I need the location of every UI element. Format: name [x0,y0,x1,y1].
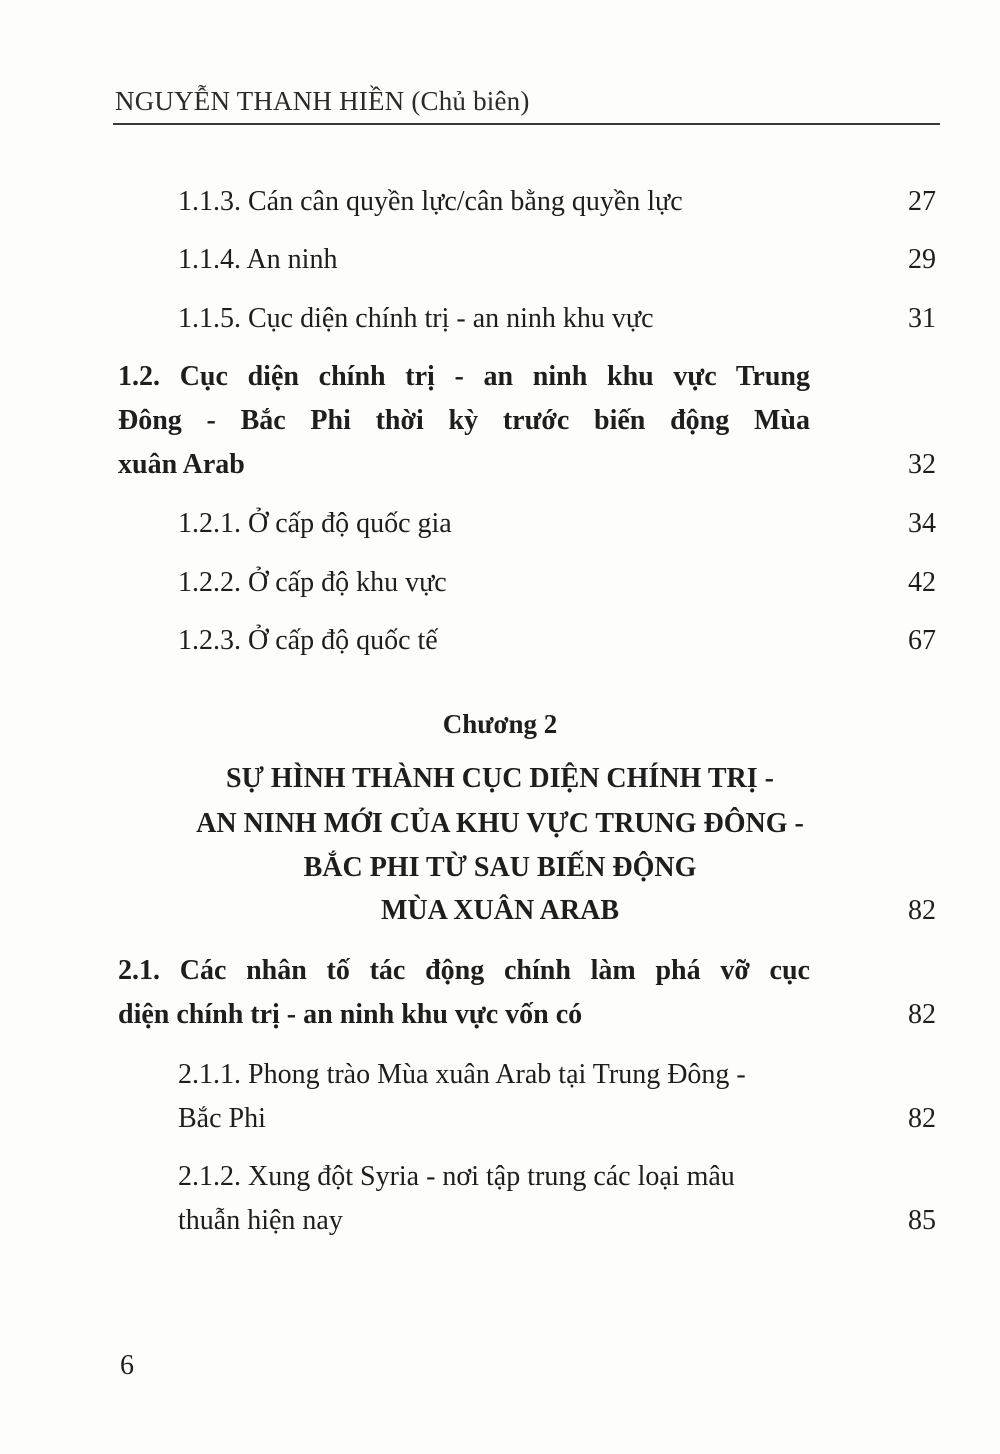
toc-page-1-1-5: 31 [908,303,936,334]
toc-page-2-1-1: 82 [908,1103,936,1134]
toc-entry-1-2-line3: xuân Arab [118,449,245,480]
toc-page-1-1-3: 27 [908,186,936,217]
toc-entry-2-1-1 [178,1053,818,1141]
toc-entry-1-2-line2: Đông - Bắc Phi thời kỳ trước biến động Mùa [118,405,810,436]
toc-entry-2-1-line1: 2.1. Các nhân tố tác động chính làm phá vỡ cục [118,955,810,986]
toc-entry-2-1-1-line2: Bắc Phi [178,1103,266,1134]
chapter-2-title-line4: MÙA XUÂN ARAB [381,895,619,926]
toc-entry-1-1-3: 1.1.3. Cán cân quyền lực/cân bằng quyền lực [178,186,683,217]
toc-entry-1-2 [118,355,810,487]
toc-entry-2-1-line2: diện chính trị - an ninh khu vực vốn có [118,999,583,1030]
header-rule [113,123,940,125]
toc-entry-1-1-4: 1.1.4. An ninh [178,244,338,275]
toc-entry-2-1-2 [178,1155,818,1243]
chapter-2-label: Chương 2 [442,709,558,739]
toc-page-1-2: 32 [908,449,936,480]
toc-entry-1-2-2: 1.2.2. Ở cấp độ khu vực [178,567,447,598]
toc-page-chapter-2: 82 [908,895,936,926]
running-header: NGUYỄN THANH HIỀN (Chủ biên) [115,86,530,116]
toc-page-1-1-4: 29 [908,244,936,275]
toc-page-1-2-2: 42 [908,567,936,598]
page-number: 6 [120,1350,134,1381]
toc-entry-2-1-2-line2: thuẫn hiện nay [178,1205,343,1236]
toc-entry-2-1 [118,949,810,1037]
toc-page-2-1-2: 85 [908,1205,936,1236]
toc-page-1-2-3: 67 [908,625,936,656]
chapter-2-title-line1: SỰ HÌNH THÀNH CỤC DIỆN CHÍNH TRỊ - [226,763,774,794]
chapter-2-title-line2: AN NINH MỚI CỦA KHU VỰC TRUNG ĐÔNG - [196,808,804,839]
chapter-2-title-line3: BẮC PHI TỪ SAU BIẾN ĐỘNG [303,852,697,883]
toc-entry-1-1-5: 1.1.5. Cục diện chính trị - an ninh khu vực [178,303,654,334]
toc-entry-1-2-1: 1.2.1. Ở cấp độ quốc gia [178,508,452,539]
toc-entry-1-2-line1: 1.2. Cục diện chính trị - an ninh khu vực Trung [118,361,810,392]
toc-page-1-2-1: 34 [908,508,936,539]
toc-entry-2-1-2-line1: 2.1.2. Xung đột Syria - nơi tập trung các loại mâu [178,1161,735,1192]
toc-entry-2-1-1-line1: 2.1.1. Phong trào Mùa xuân Arab tại Trung Đông - [178,1059,746,1090]
toc-page-2-1: 82 [908,999,936,1030]
toc-entry-1-2-3: 1.2.3. Ở cấp độ quốc tế [178,625,438,656]
